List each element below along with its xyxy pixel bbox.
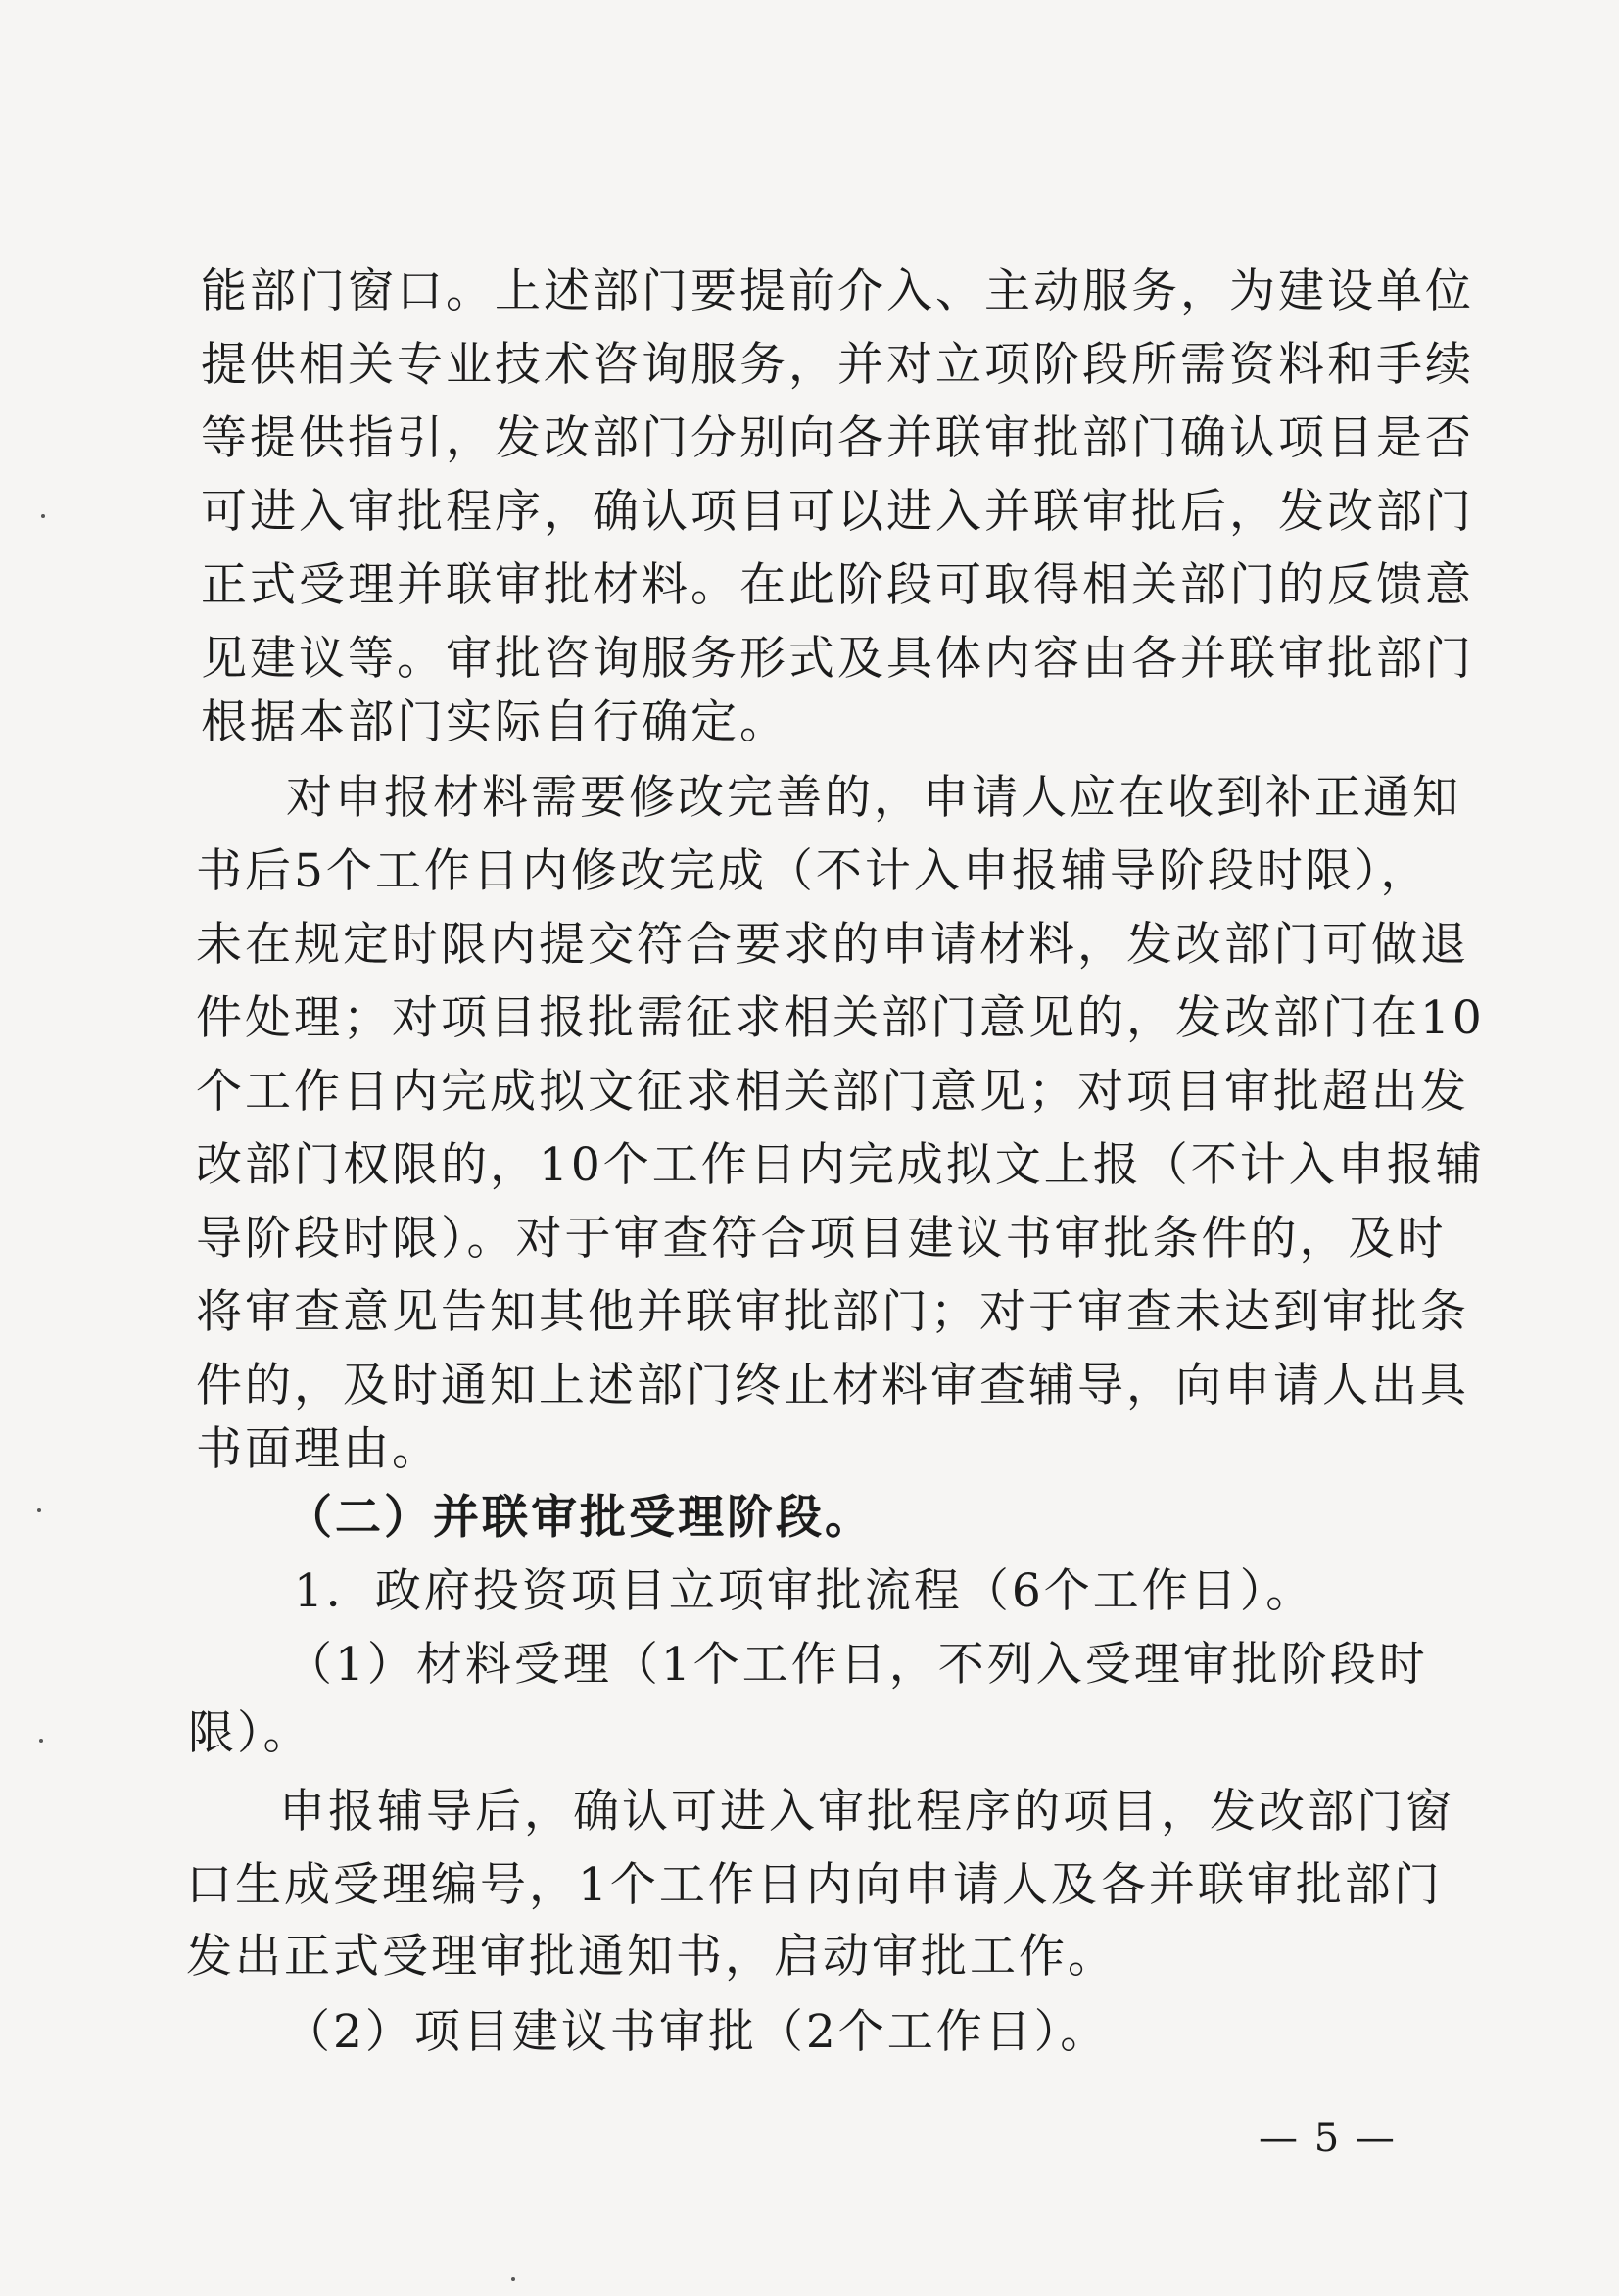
text-line: 限）。 <box>188 1706 312 1760</box>
text-line: 1．政府投资项目立项审批流程（6个工作日）。 <box>294 1564 1315 1618</box>
text-line: 将审查意见告知其他并联审批部门；对于审查未达到审批条 <box>196 1285 1469 1339</box>
text-line: 个工作日内完成拟文征求相关部门意见；对项目审批超出发 <box>196 1065 1469 1119</box>
text-line: 未在规定时限内提交符合要求的申请材料，发改部门可做退 <box>196 918 1469 972</box>
text-line: 口生成受理编号，1个工作日内向申请人及各并联审批部门 <box>186 1858 1443 1912</box>
scan-speck <box>39 1739 43 1743</box>
text-line: 根据本部门实际自行确定。 <box>201 695 788 749</box>
text-line: 件处理；对项目报批需征求相关部门意见的，发改部门在10 <box>196 991 1485 1045</box>
text-line: 能部门窗口。上述部门要提前介入、主动服务，为建设单位 <box>201 264 1474 318</box>
text-line: 导阶段时限）。对于审查符合项目建议书审批条件的，及时 <box>196 1212 1447 1266</box>
text-line: （2）项目建议书审批（2个工作日）。 <box>284 2005 1110 2059</box>
text-line: 对申报材料需要修改完善的，申请人应在收到补正通知 <box>286 771 1461 825</box>
scan-speck <box>41 514 45 518</box>
section-heading: （二）并联审批受理阶段。 <box>286 1491 874 1545</box>
text-line: 申报辅导后，确认可进入审批程序的项目，发改部门窗 <box>279 1785 1454 1839</box>
text-line: 书面理由。 <box>196 1422 441 1476</box>
text-line: 可进入审批程序，确认项目可以进入并联审批后，发改部门 <box>201 485 1474 539</box>
text-line: 改部门权限的，10个工作日内完成拟文上报（不计入申报辅 <box>196 1138 1485 1192</box>
text-line: 书后5个工作日内修改完成（不计入申报辅导阶段时限）， <box>196 844 1430 898</box>
scan-speck <box>511 2277 515 2281</box>
text-line: 正式受理并联审批材料。在此阶段可取得相关部门的反馈意 <box>201 558 1474 612</box>
text-line: （1）材料受理（1个工作日，不列入受理审批阶段时 <box>286 1638 1428 1692</box>
scan-speck <box>37 1508 41 1512</box>
text-line: 等提供指引，发改部门分别向各并联审批部门确认项目是否 <box>201 411 1474 465</box>
text-line: 见建议等。审批咨询服务形式及具体内容由各并联审批部门 <box>201 632 1474 686</box>
text-line: 发出正式受理审批通知书，启动审批工作。 <box>186 1930 1117 1984</box>
text-line: 提供相关专业技术咨询服务，并对立项阶段所需资料和手续 <box>201 338 1474 392</box>
text-line: 件的，及时通知上述部门终止材料审查辅导，向申请人出具 <box>196 1359 1469 1412</box>
page-number: — 5 — <box>1259 2116 1397 2161</box>
